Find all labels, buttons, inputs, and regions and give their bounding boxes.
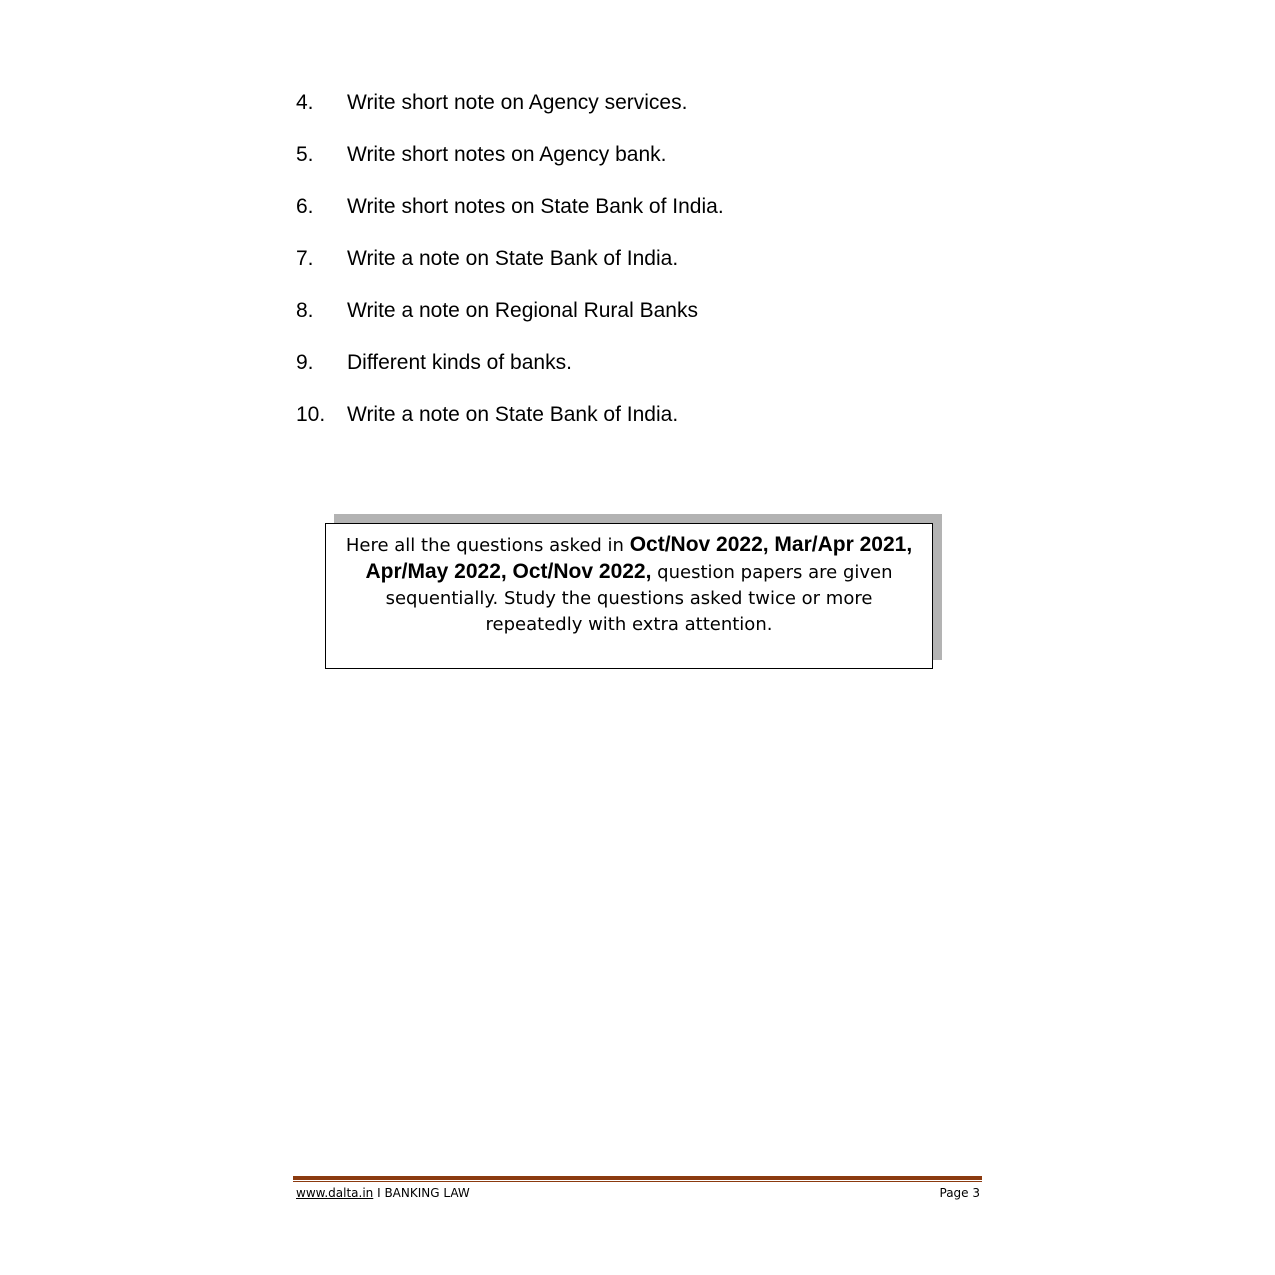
question-item (296, 247, 996, 299)
footer-site-link[interactable]: www.dalta.in (296, 1186, 374, 1200)
note-text-part2: question papers are given sequentially. Study the questions asked twice or more repeatedly with extra attention. (385, 562, 893, 635)
question-text: Write a note on State Bank of India. (347, 403, 679, 426)
question-text: Write a note on Regional Rural Banks (347, 299, 698, 322)
question-item (296, 351, 996, 403)
question-number: 10. (296, 403, 326, 426)
question-item (296, 299, 996, 351)
footer-subject: I BANKING LAW (373, 1186, 470, 1200)
note-box (325, 523, 933, 669)
question-item (296, 195, 996, 247)
note-text (340, 532, 918, 638)
question-list (296, 91, 996, 455)
question-text: Write a note on State Bank of India. (347, 247, 679, 270)
question-number: 8. (296, 299, 314, 322)
question-number: 4. (296, 91, 314, 114)
question-number: 6. (296, 195, 314, 218)
footer-left (296, 1186, 470, 1200)
question-number: 5. (296, 143, 314, 166)
question-text: Write short notes on State Bank of India. (347, 195, 724, 218)
footer-rule (293, 1176, 982, 1180)
question-number: 7. (296, 247, 314, 270)
question-item (296, 143, 996, 195)
question-item (296, 91, 996, 143)
page-number: Page 3 (939, 1186, 980, 1200)
note-text-part1: Here all the questions asked in (345, 535, 630, 556)
question-number: 9. (296, 351, 314, 374)
page-footer (296, 1186, 980, 1200)
question-text: Write short note on Agency services. (347, 91, 688, 114)
question-item (296, 403, 996, 455)
question-text: Different kinds of banks. (347, 351, 572, 374)
note-exam-sessions: Oct/Nov 2022, Mar/Apr 2021, Apr/May 2022, Oct/Nov 2022, (365, 533, 913, 583)
footer-rule-thin (293, 1181, 982, 1182)
question-text: Write short notes on Agency bank. (347, 143, 667, 166)
